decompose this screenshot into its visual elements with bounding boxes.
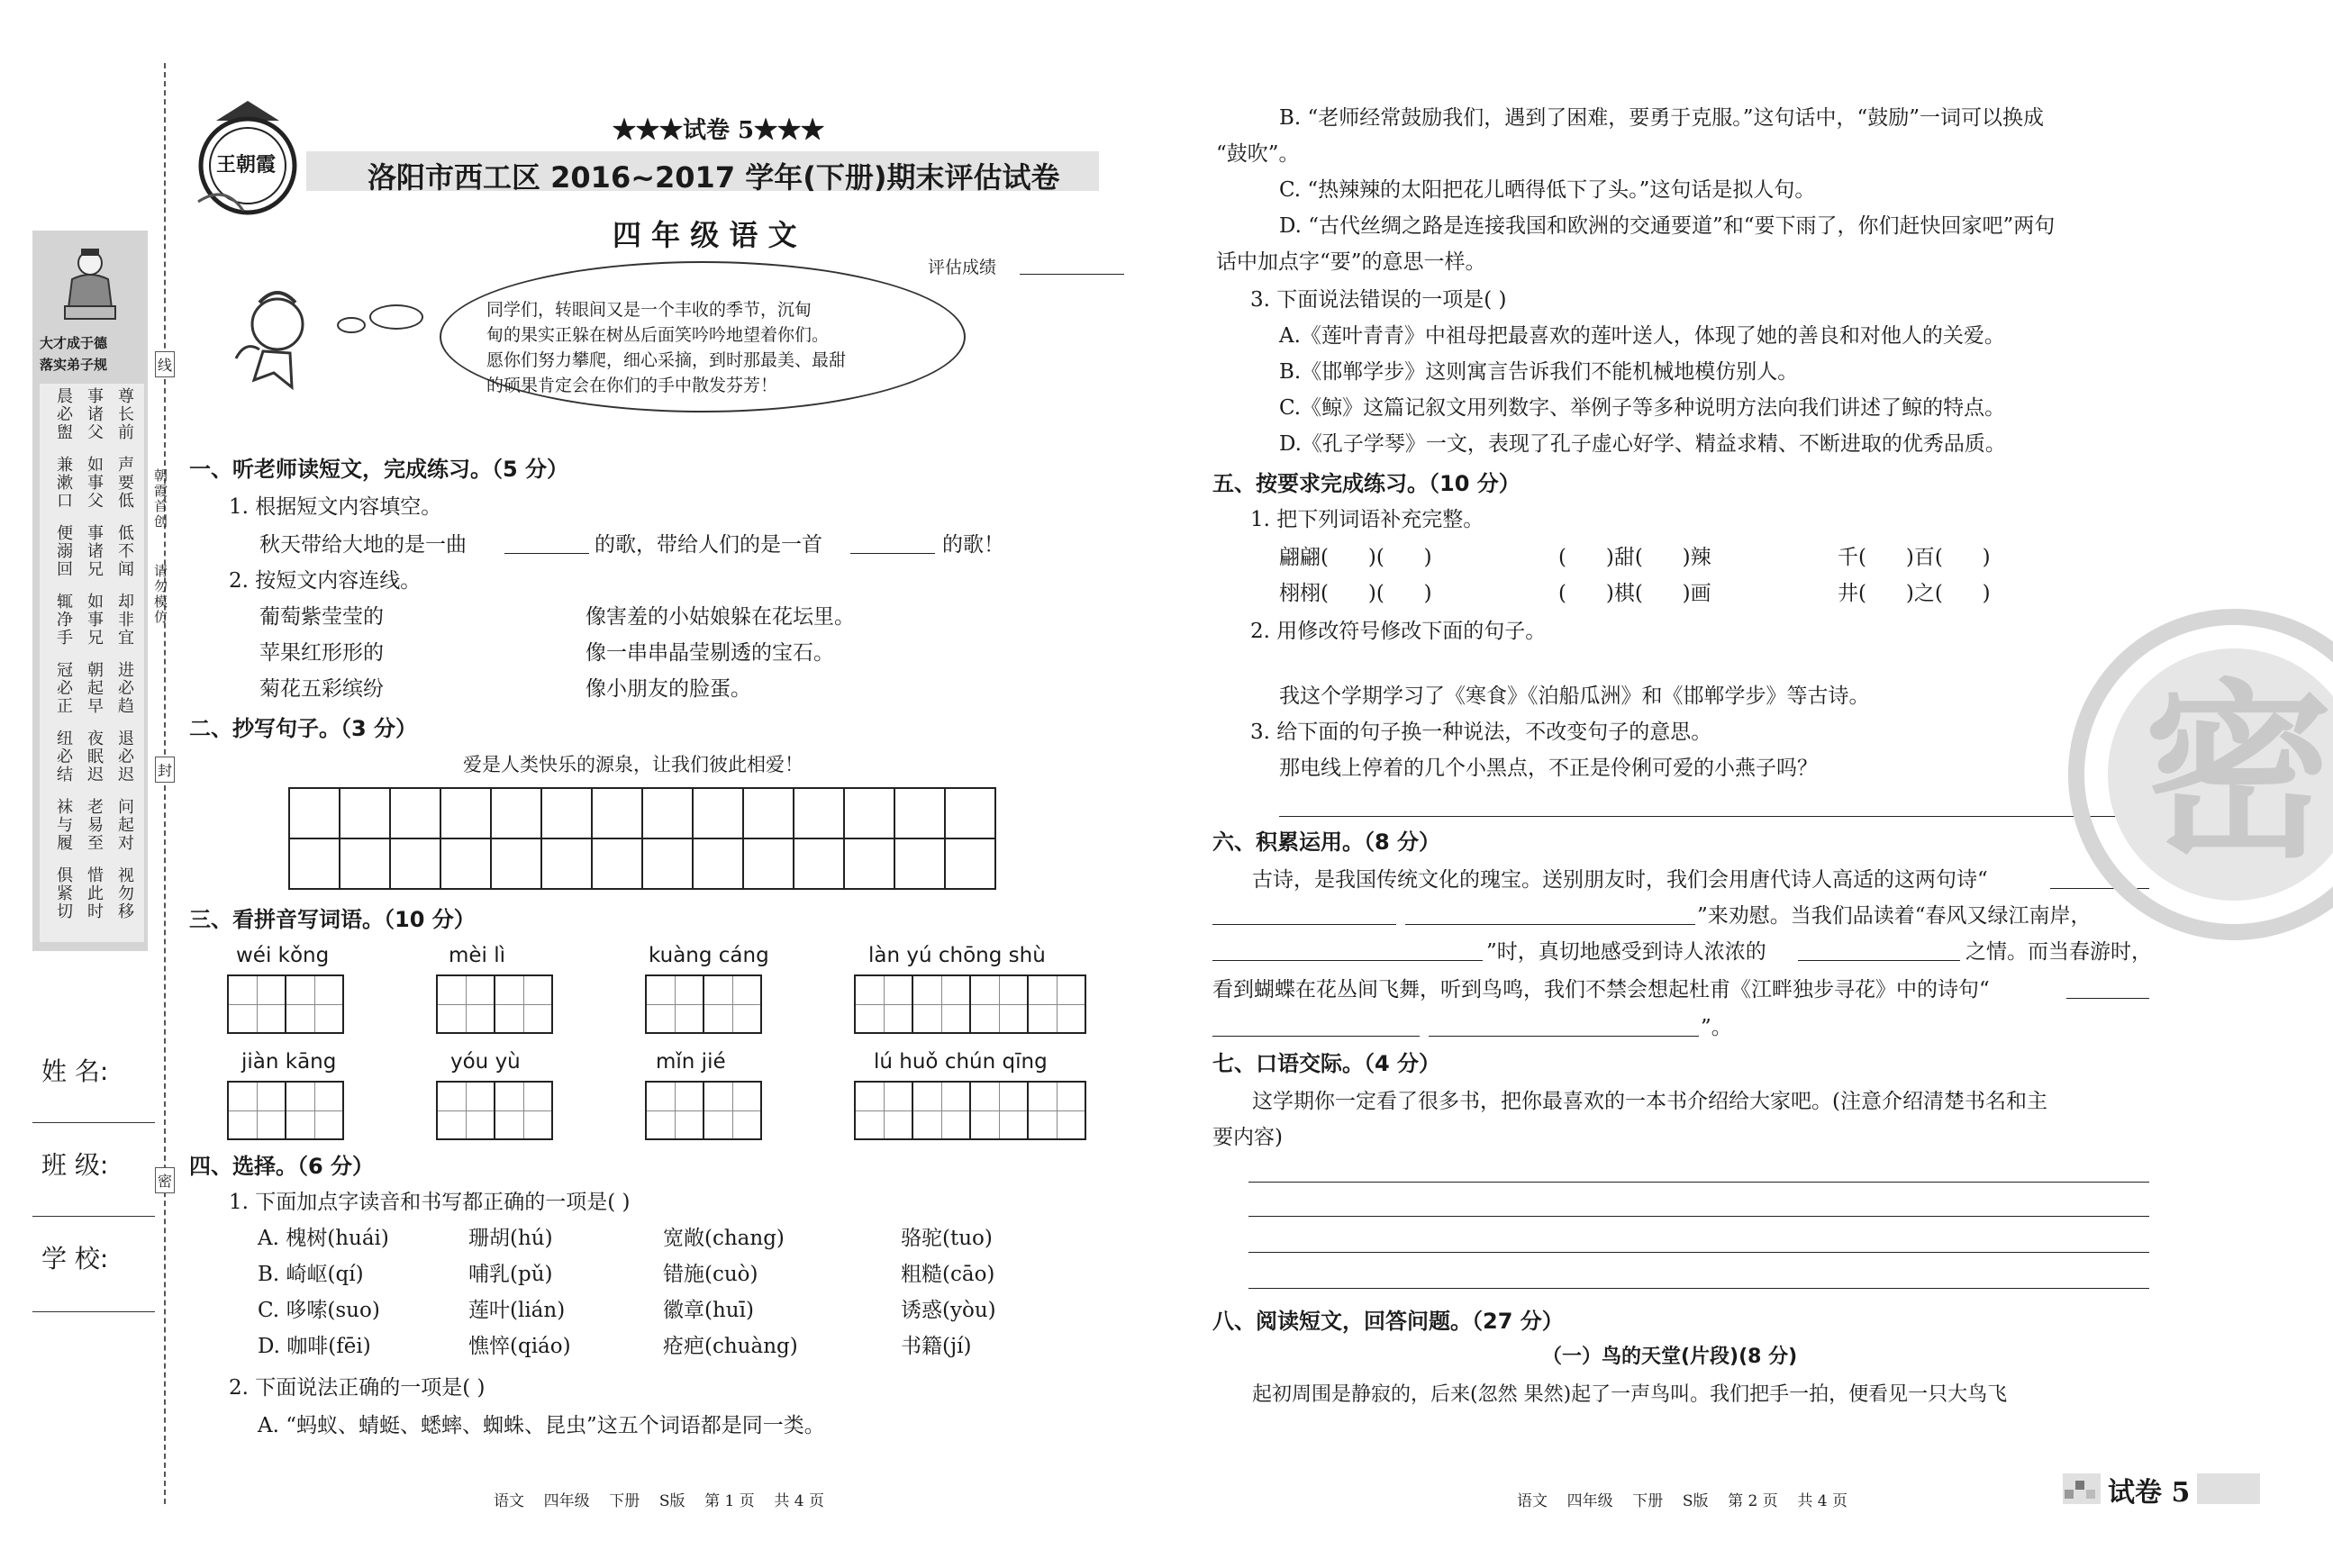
grid-cell[interactable] xyxy=(742,838,794,890)
s6-line-5: ”。 xyxy=(1701,1016,1732,1039)
grid-row xyxy=(290,838,996,890)
pinyin-box-cell[interactable] xyxy=(703,974,762,1034)
motto-phrase: 尊长前 xyxy=(115,387,134,441)
grid-cell[interactable] xyxy=(894,787,946,839)
exam-title: 洛阳市西工区 2016~2017 学年(下册)期末评估试卷 xyxy=(368,160,1060,195)
grid-cell[interactable] xyxy=(440,838,492,890)
grid-cell[interactable] xyxy=(692,838,744,890)
s4-option-item: 憔悴(qiáo) xyxy=(468,1335,571,1358)
pinyin-box-cell[interactable] xyxy=(912,1081,971,1140)
logo-text: 王朝霞 xyxy=(216,153,277,177)
s4-option-item[interactable]: B. 崎岖(qí) xyxy=(258,1263,364,1286)
grid-cell[interactable] xyxy=(540,787,593,839)
grid-cell[interactable] xyxy=(339,787,391,839)
pinyin-box-cell[interactable] xyxy=(645,974,704,1034)
grid-cell[interactable] xyxy=(288,838,340,890)
q2-d-line1[interactable]: D. “古代丝绸之路是连接我国和欧洲的交通要道”和“要下雨了，你们赶快回家吧”两句 xyxy=(1279,214,2056,238)
pinyin-8: lú huǒ chún qīng xyxy=(874,1050,1048,1074)
grid-cell[interactable] xyxy=(389,838,441,890)
slogan-1: 朝霞首创 xyxy=(152,468,168,530)
motto-phrase: 老易至 xyxy=(85,798,104,852)
motto-phrase: 夜眠迟 xyxy=(85,730,104,784)
s7-line-1: 这学期你一定看了很多书，把你最喜欢的一本书介绍给大家吧。(注意介绍清楚书名和主 xyxy=(1252,1090,2047,1113)
motto-phrase: 惜此时 xyxy=(85,866,104,920)
s6-blank-7[interactable] xyxy=(1212,1036,1420,1037)
grid-cell[interactable] xyxy=(339,838,391,890)
stars-label: ★★★试卷 5★★★ xyxy=(613,117,825,144)
motto-phrase: 俱紧切 xyxy=(54,866,73,920)
s5-word-4[interactable]: 栩栩( )( ) xyxy=(1279,582,1432,605)
s4-option-item: 珊胡(hú) xyxy=(468,1227,553,1250)
s6-blank-6[interactable] xyxy=(2066,998,2149,999)
pinyin-box-cell[interactable] xyxy=(494,1081,553,1140)
pinyin-box-cell[interactable] xyxy=(1027,974,1086,1034)
slogan-2: 请勿模仿 xyxy=(152,564,168,625)
page2-footer: 语文 四年级 下册 S版 第 2 页 共 4 页 xyxy=(1517,1492,1847,1510)
q3-option-b[interactable]: B.《邯郸学步》这则寓言告诉我们不能机械地模仿别人。 xyxy=(1279,360,1799,384)
motto-top-2: 落实弟子规 xyxy=(40,357,108,373)
section-4-title: 四、选择。（6 分） xyxy=(189,1154,375,1179)
s4-q1: 1. 下面加点字读音和书写都正确的一项是( ) xyxy=(229,1191,631,1214)
match-left-3[interactable]: 菊花五彩缤纷 xyxy=(259,677,384,701)
motto-phrase: 进必趋 xyxy=(115,661,134,715)
pinyin-box-group xyxy=(856,974,1086,1034)
grid-cell[interactable] xyxy=(843,787,895,839)
bubble-text xyxy=(486,297,846,398)
s4-option-item: 疮疤(chuàng) xyxy=(663,1335,798,1358)
match-right-3[interactable]: 像小朋友的脸蛋。 xyxy=(586,677,751,701)
grid-cell[interactable] xyxy=(641,787,694,839)
s1-q1-text-c: 的歌！ xyxy=(942,533,1004,557)
s6-line-4: 看到蝴蝶在花丛间飞舞，听到鸟鸣，我们不禁会想起杜甫《江畔独步寻花》中的诗句“ xyxy=(1212,978,1990,1002)
grid-cell[interactable] xyxy=(944,838,996,890)
motto-phrase: 朝起早 xyxy=(85,661,104,715)
s4-option-item: 徽章(huī) xyxy=(663,1299,754,1322)
pinyin-box-group xyxy=(438,1081,553,1140)
pinyin-box-cell[interactable] xyxy=(1027,1081,1086,1140)
exam-subtitle: 四 年 级 语 文 xyxy=(613,218,797,252)
s4-option-item: 宽敞(chang) xyxy=(663,1227,785,1250)
pinyin-box-cell[interactable] xyxy=(436,974,495,1034)
s1-q1-text-a: 秋天带给大地的是一曲 xyxy=(259,533,467,557)
s1-blank-2[interactable] xyxy=(850,553,935,554)
pinyin-box-cell[interactable] xyxy=(969,974,1029,1034)
motto-phrase: 却非宜 xyxy=(115,593,134,647)
pinyin-box-cell[interactable] xyxy=(645,1081,704,1140)
s7-answer-line[interactable] xyxy=(1248,1216,2149,1217)
s4-option-item[interactable]: D. 咖啡(fēi) xyxy=(258,1335,371,1358)
s5-q3: 3. 给下面的句子换一种说法，不改变句子的意思。 xyxy=(1250,721,1712,744)
section-5-title: 五、按要求完成练习。（10 分） xyxy=(1212,471,1521,496)
s5-word-2[interactable]: ( )甜( )辣 xyxy=(1558,546,1711,569)
score-label: 评估成绩 xyxy=(928,258,997,277)
s4-option-item: 错施(cuò) xyxy=(663,1263,758,1286)
seal-label-mi: 密 xyxy=(155,1167,175,1193)
bubble-dot-1 xyxy=(369,304,423,330)
pinyin-6: yóu yù xyxy=(450,1050,521,1074)
motto-phrase: 事诸父 xyxy=(85,387,104,441)
motto-phrase: 便溺回 xyxy=(54,524,73,578)
score-input-line[interactable] xyxy=(1020,274,1124,275)
motto-phrase: 低不闻 xyxy=(115,524,134,578)
s5-word-1[interactable]: 翩翩( )( ) xyxy=(1279,546,1432,569)
pinyin-1: wéi kǒng xyxy=(236,944,330,967)
grid-cell[interactable] xyxy=(793,838,845,890)
seal-label-xian: 线 xyxy=(155,351,175,377)
s7-answer-line[interactable] xyxy=(1248,1252,2149,1253)
grid-cell[interactable] xyxy=(944,787,996,839)
s5-word-6[interactable]: 井( )之( ) xyxy=(1838,582,1991,605)
s1-q1: 1. 根据短文内容填空。 xyxy=(229,495,442,519)
stamp-char: 密 xyxy=(2144,661,2333,884)
grid-cell[interactable] xyxy=(288,787,340,839)
pinyin-box-group xyxy=(647,1081,762,1140)
page1-footer: 语文 四年级 下册 S版 第 1 页 共 4 页 xyxy=(494,1492,824,1510)
q2-b-line1[interactable]: B. “老师经常鼓励我们，遇到了困难，要勇于克服。”这句话中，“鼓励”一词可以换成 xyxy=(1279,106,2045,130)
match-right-2[interactable]: 像一串串晶莹剔透的宝石。 xyxy=(586,641,834,665)
bubble-line: 同学们，转眼间又是一个丰收的季节，沉甸 xyxy=(486,300,812,320)
grid-cell[interactable] xyxy=(490,838,542,890)
s7-answer-line[interactable] xyxy=(1248,1182,2149,1183)
s2-sentence: 爱是人类快乐的源泉，让我们彼此相爱！ xyxy=(463,754,803,775)
q2-b-line2: “鼓吹”。 xyxy=(1216,142,1300,166)
motto-top-1: 大才成于德 xyxy=(40,335,108,351)
pinyin-box-group xyxy=(856,1081,1086,1140)
pinyin-box-cell[interactable] xyxy=(854,974,913,1034)
pinyin-box-cell[interactable] xyxy=(969,1081,1029,1140)
motto-phrase: 晨必盥 xyxy=(54,387,73,441)
s5-q2: 2. 用修改符号修改下面的句子。 xyxy=(1250,620,1547,643)
s6-blank-3[interactable] xyxy=(1405,924,1695,925)
q3-option-a[interactable]: A.《莲叶青青》中祖母把最喜欢的莲叶送人，体现了她的善良和对他人的关爱。 xyxy=(1279,324,2005,348)
grid-cell[interactable] xyxy=(742,787,794,839)
s6-blank-5[interactable] xyxy=(1798,960,1960,961)
pinyin-box-cell[interactable] xyxy=(227,974,286,1034)
grid-cell[interactable] xyxy=(440,787,492,839)
corner-squares xyxy=(2065,1479,2097,1500)
class-label: 班 级: xyxy=(41,1150,109,1180)
pinyin-box-cell[interactable] xyxy=(285,1081,344,1140)
bubble-line: 的硕果肯定会在你们的手中散发芬芳！ xyxy=(486,376,778,395)
grid-cell[interactable] xyxy=(591,787,643,839)
bubble-line: 愿你们努力攀爬，细心采摘，到时那最美、最甜 xyxy=(486,350,847,370)
motto-phrase: 视勿移 xyxy=(115,866,134,920)
s4-q2: 2. 下面说法正确的一项是( ) xyxy=(229,1376,486,1400)
pinyin-2: mèi lì xyxy=(449,944,506,967)
s5-q2-sentence[interactable]: 我这个学期学习了《寒食》《泊船瓜洲》和《邯郸学步》等古诗。 xyxy=(1279,684,1870,708)
match-left-2[interactable]: 苹果红形形的 xyxy=(259,641,384,665)
q2-d-line2: 话中加点字“要”的意思一样。 xyxy=(1216,250,1486,274)
motto-phrase: 冠必正 xyxy=(54,661,73,715)
match-right-1[interactable]: 像害羞的小姑娘躲在花坛里。 xyxy=(586,605,855,629)
cartoon-mascot xyxy=(227,286,326,394)
s5-q3-answer-line[interactable] xyxy=(1279,816,2149,817)
grid-cell[interactable] xyxy=(894,838,946,890)
section-1-title: 一、听老师读短文，完成练习。（5 分） xyxy=(189,457,569,482)
pinyin-box-cell[interactable] xyxy=(285,974,344,1034)
pinyin-box-cell[interactable] xyxy=(912,974,971,1034)
seal-label-feng: 封 xyxy=(155,757,175,783)
s6-line-1: 古诗，是我国传统文化的瑰宝。送别朋友时，我们会用唐代诗人高适的这两句诗“ xyxy=(1252,868,1988,892)
pinyin-box-cell[interactable] xyxy=(494,974,553,1034)
bubble-dot-2 xyxy=(337,317,366,333)
grid-cell[interactable] xyxy=(540,838,593,890)
class-input-line[interactable] xyxy=(32,1216,155,1217)
s4-option-item[interactable]: A. 槐树(huái) xyxy=(258,1227,389,1250)
s6-line-3a: ”时，真切地感受到诗人浓浓的 xyxy=(1486,940,1766,964)
section-8-title: 八、阅读短文，回答问题。（27 分） xyxy=(1212,1309,1564,1334)
s8-text: 起初周围是静寂的，后来(忽然 果然)起了一声鸟叫。我们把手一拍，便看见一只大鸟飞 xyxy=(1252,1383,2008,1406)
s5-word-3[interactable]: 千( )百( ) xyxy=(1838,546,1991,569)
s4-option-item: 莲叶(lián) xyxy=(468,1299,566,1322)
pinyin-box-cell[interactable] xyxy=(854,1081,913,1140)
grid-cell[interactable] xyxy=(490,787,542,839)
pinyin-3: kuàng cáng xyxy=(649,944,769,967)
motto-phrase: 事诸兄 xyxy=(85,524,104,578)
motto-phrase: 辄净手 xyxy=(54,593,73,647)
s4-option-item: 骆驼(tuo) xyxy=(901,1227,993,1250)
motto-phrase: 如事父 xyxy=(85,456,104,510)
s5-q3-sentence: 那电线上停着的几个小黑点，不正是伶俐可爱的小燕子吗？ xyxy=(1279,757,1818,780)
name-input-line[interactable] xyxy=(32,1122,155,1123)
q3-option-d[interactable]: D.《孔子学琴》一文，表现了孔子虚心好学、精益求精、不断进取的优秀品质。 xyxy=(1279,432,2006,456)
s4-option-item: 书籍(jí) xyxy=(901,1335,972,1358)
motto-phrase: 如事兄 xyxy=(85,593,104,647)
grid-cell[interactable] xyxy=(591,838,643,890)
s6-blank-4[interactable] xyxy=(1212,960,1483,961)
pinyin-box-group xyxy=(647,974,762,1034)
q2-c[interactable]: C. “热辣辣的太阳把花儿晒得低下了头。”这句话是拟人句。 xyxy=(1279,178,1816,202)
pinyin-box-cell[interactable] xyxy=(436,1081,495,1140)
pinyin-box-group xyxy=(229,974,344,1034)
s1-blank-1[interactable] xyxy=(504,553,589,554)
s4-option-item: 诱惑(yòu) xyxy=(901,1299,996,1322)
pinyin-4: làn yú chōng shù xyxy=(868,944,1046,967)
s1-q1-text-b: 的歌，带给人们的是一首 xyxy=(595,533,822,557)
section-6-title: 六、积累运用。（8 分） xyxy=(1212,829,1441,855)
school-label: 学 校: xyxy=(41,1244,109,1273)
s7-line-2: 要内容) xyxy=(1212,1126,1283,1149)
bubble-line: 甸的果实正躲在树丛后面笑吟吟地望着你们。 xyxy=(486,325,830,345)
section-2-title: 二、抄写句子。（3 分） xyxy=(189,716,418,741)
s4-option-item[interactable]: C. 哆嗦(suo) xyxy=(258,1299,380,1322)
q3: 3. 下面说法错误的一项是( ) xyxy=(1250,288,1507,312)
grid-cell[interactable] xyxy=(389,787,441,839)
pinyin-box-group xyxy=(229,1081,344,1140)
grid-cell[interactable] xyxy=(843,838,895,890)
pinyin-5: jiàn kāng xyxy=(241,1050,337,1074)
s7-answer-line[interactable] xyxy=(1248,1288,2149,1289)
school-input-line[interactable] xyxy=(32,1311,155,1312)
s6-blank-8[interactable] xyxy=(1429,1036,1699,1037)
s8-subtitle: （一）鸟的天堂(片段)(8 分) xyxy=(1542,1346,1798,1368)
pinyin-box-cell[interactable] xyxy=(227,1081,286,1140)
corner-tag: 试卷 5 xyxy=(2101,1470,2197,1509)
pinyin-box-cell[interactable] xyxy=(703,1081,762,1140)
pinyin-7: mǐn jié xyxy=(656,1050,726,1074)
s6-line-2: ”来劝慰。当我们品读着“春风又绿江南岸， xyxy=(1697,904,2092,928)
grid-cell[interactable] xyxy=(641,838,694,890)
grid-cell[interactable] xyxy=(793,787,845,839)
motto-phrase: 问起对 xyxy=(115,798,134,852)
name-label: 姓 名: xyxy=(41,1056,109,1086)
s5-word-5[interactable]: ( )棋( )画 xyxy=(1558,582,1711,605)
s4-option-item: 粗糙(cāo) xyxy=(901,1263,995,1286)
motto-phrase: 袜与履 xyxy=(54,798,73,852)
s6-line-3b: 之情。而当春游时， xyxy=(1965,940,2152,964)
scholar-figure xyxy=(59,243,121,324)
binding-line xyxy=(164,63,166,1504)
motto-phrase: 退必迟 xyxy=(115,730,134,784)
grid-cell[interactable] xyxy=(692,787,744,839)
match-left-1[interactable]: 葡萄紫莹莹的 xyxy=(259,605,384,629)
s4-option-item: 哺乳(pǔ) xyxy=(468,1263,553,1286)
pinyin-box-group xyxy=(438,974,553,1034)
motto-phrase: 纽必结 xyxy=(54,730,73,784)
grid-row xyxy=(290,787,996,839)
section-3-title: 三、看拼音写词语。（10 分） xyxy=(189,907,476,932)
section-7-title: 七、口语交际。（4 分） xyxy=(1212,1051,1441,1076)
s4-q2-option-a[interactable]: A. “蚂蚁、蜻蜓、蟋蟀、蜘蛛、昆虫”这五个词语都是同一类。 xyxy=(258,1414,825,1437)
motto-phrase: 声要低 xyxy=(115,456,134,510)
s5-q1: 1. 把下列词语补充完整。 xyxy=(1250,508,1484,531)
q3-option-c[interactable]: C.《鲸》这篇记叙文用列数字、举例子等多种说明方法向我们讲述了鲸的特点。 xyxy=(1279,396,2006,420)
s6-blank-2[interactable] xyxy=(1212,924,1396,925)
motto-phrase: 兼漱口 xyxy=(54,456,73,510)
s1-q2: 2. 按短文内容连线。 xyxy=(229,569,422,593)
